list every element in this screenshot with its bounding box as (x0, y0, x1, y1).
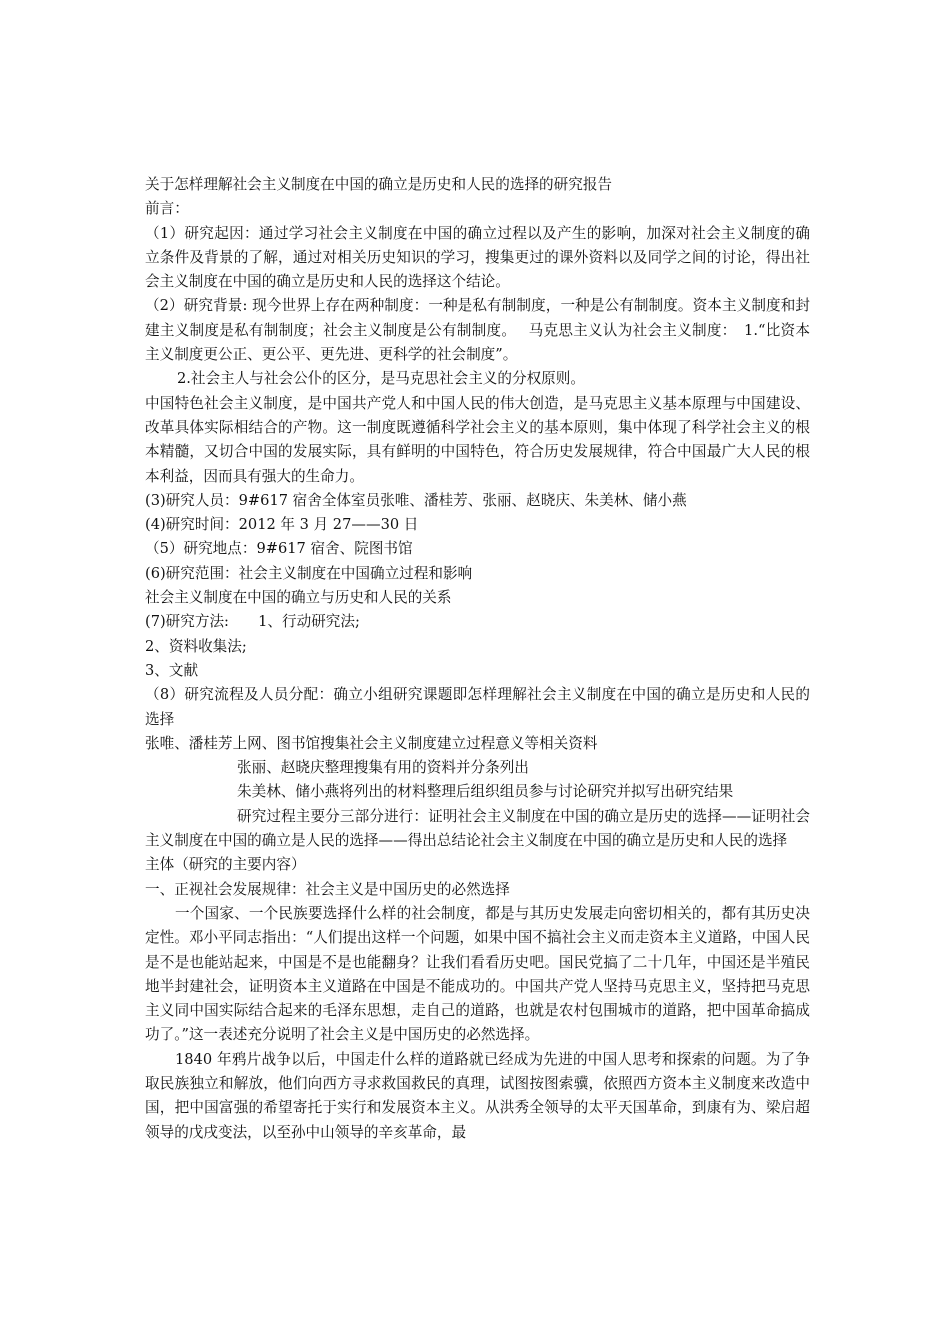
research-method-3: 3、文献 (145, 661, 199, 679)
research-scope: (6)研究范围：社会主义制度在中国确立过程和影响 (145, 564, 473, 582)
preface-heading: 前言： (145, 200, 189, 218)
main-body-heading: 主体（研究的主要内容） (145, 856, 306, 874)
document-page (145, 173, 810, 1145)
report-title: 关于怎样理解社会主义制度在中国的确立是历史和人民的选择的研究报告 (145, 176, 613, 193)
research-scope-continued: 社会主义制度在中国的确立与历史和人民的关系 (145, 589, 452, 607)
research-background-point-2: 2.社会主人与社会公仆的区分，是马克思社会主义的分权原则。 (177, 370, 585, 388)
research-methods: (7)研究方法: 1、行动研究法; (145, 613, 360, 631)
research-cause: （1）研究起因：通过学习社会主义制度在中国的确立过程以及产生的影响，加深对社会主义制度的确立条件及背景的了解，通过对相关历史知识的学习，搜集更过的课外资料以及同学之间的讨论，得出社会主义制度在中国的确立是历史和人民的选择这个结论。 (145, 224, 810, 291)
socialism-characteristics-paragraph: 中国特色社会主义制度，是中国共产党人和中国人民的伟大创造，是马克思主义基本原理与中国建设、改革具体实际相结合的产物。这一制度既遵循科学社会主义的基本原则，集中体现了科学社会主义的根本精髓，又切合中国的发展实际，具有鲜明的中国特色，符合历史发展规律，符合中国最广大人民的根本利益，因而具有强大的生命力。 (145, 394, 810, 485)
task-assignment-2: 张丽、赵晓庆整理搜集有用的资料并分条列出 (237, 759, 529, 777)
research-background: （2）研究背景: 现今世界上存在两种制度：一种是私有制制度，一种是公有制制度。资本主义制度和封建主义制度是私有制制度；社会主义制度是公有制制度。 马克思主义认为社会主义制度： 1.“比资本主义制度更公正、更公平、更先进、更科学的社会制度”。 (145, 297, 810, 364)
body-paragraph-2: 1840 年鸦片战争以后，中国走什么样的道路就已经成为先进的中国人思考和探索的问题。为了争取民族独立和解放，他们向西方寻求救国救民的真理，试图按图索骥，依照西方资本主义制度来改造中国，把中国富强的希望寄托于实行和发展资本主义。从洪秀全领导的太平天国革命，到康有为、梁启超领导的戊戌变法，以至孙中山领导的辛亥革命，最 (145, 1050, 810, 1141)
task-assignment-3: 朱美林、储小燕将列出的材料整理后组织组员参与讨论研究并拟写出研究结果 (237, 783, 734, 801)
research-time: (4)研究时间：2012 年 3 月 27——30 日 (145, 516, 419, 534)
body-paragraph-1: 一个国家、一个民族要选择什么样的社会制度，都是与其历史发展走向密切相关的，都有其历史决定性。邓小平同志指出：“人们提出这样一个问题，如果中国不搞社会主义而走资本主义道路，中国人民是不是也能站起来，中国是不是也能翻身？让我们看看历史吧。国民党搞了二十几年，中国还是半殖民地半封建社会，证明资本主义道路在中国是不能成功的。中国共产党人坚持马克思主义，坚持把马克思主义同中国实际结合起来的毛泽东思想，走自己的道路，也就是农村包围城市的道路，把中国革命搞成功了。”这一表述充分说明了社会主义是中国历史的必然选择。 (145, 904, 810, 1044)
research-location: （5）研究地点：9#617 宿舍、院图书馆 (145, 540, 413, 558)
research-stages: 研究过程主要分三部分进行：证明社会主义制度在中国的确立是历史的选择——证明社会主义制度在中国的确立是人民的选择——得出总结论社会主义制度在中国的确立是历史和人民的选择 (145, 807, 810, 850)
task-assignment-1: 张唯、潘桂芳上网、图书馆搜集社会主义制度建立过程意义等相关资料 (145, 734, 598, 752)
section-1-heading: 一、正视社会发展规律：社会主义是中国历史的必然选择 (145, 880, 510, 898)
research-method-2: 2、资料收集法; (145, 637, 247, 655)
research-process: （8）研究流程及人员分配：确立小组研究课题即怎样理解社会主义制度在中国的确立是历史和人民的选择 (145, 686, 810, 728)
research-members: (3)研究人员：9#617 宿舍全体室员张唯、潘桂芳、张丽、赵晓庆、朱美林、储小燕 (145, 491, 687, 509)
